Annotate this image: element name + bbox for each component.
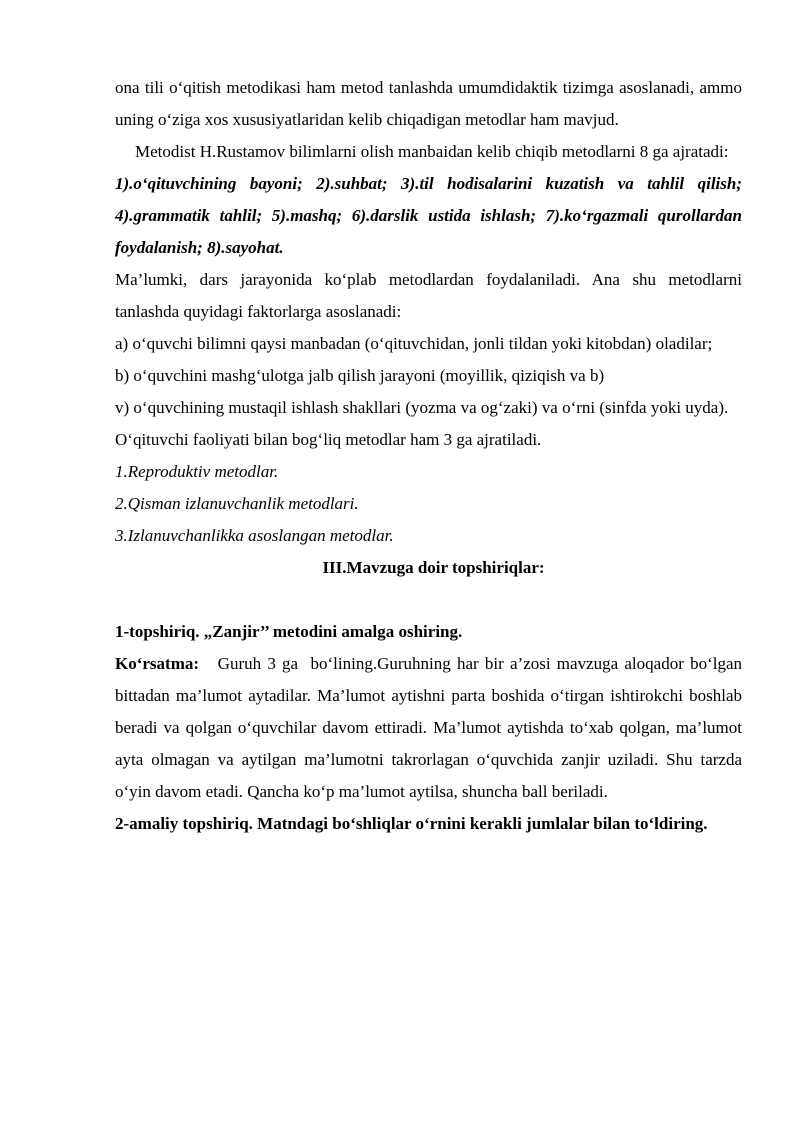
task1-hint-text: Guruh 3 ga bo‘lining.Guruhning har bir a’zosi mavzuga aloqador bo‘lgan bittadan ma’lumot aytadilar. Ma’lumot aytishni parta boshida o‘tirgan ishtirokchi boshlab beradi va qolgan o‘quvchilar davom ettiradi. Ma’lumot aytishda to‘xab qolgan, ma’lumot ayta olmagan va aytilgan ma’lumotni takrorlagan o‘quvchida zanjir uziladi. Shu tarzda o‘yin davom etadi. Qancha ko‘p ma’lumot aytilsa, shuncha ball beriladi. <box>115 654 747 801</box>
section-heading: III.Mavzuga doir topshiriqlar: <box>322 558 545 577</box>
blank-line <box>115 584 742 616</box>
methods-list: 1).o‘qituvchining bayoni; 2).suhbat; 3).til hodisalarini kuzatish va tahlil qilish; 4).grammatik tahlil; 5).mashq; 6).darslik ustida ishlash; 7).ko‘rgazmali qurollardan foydalanish; 8).sayohat. <box>115 174 742 257</box>
task1-title: 1-topshiriq. „Zanjir’’ metodini amalga oshiring. <box>115 622 463 641</box>
task1-hint <box>115 648 747 808</box>
paragraph-teacher-methods: O‘qituvchi faoliyati bilan bog‘liq metodlar ham 3 ga ajratiladi. <box>115 430 542 449</box>
factor-a: a) o‘quvchi bilimni qaysi manbadan (o‘qituvchidan, jonli tildan yoki kitobdan) oladilar; <box>115 334 713 353</box>
factor-b: b) o‘quvchini mashg‘ulotga jalb qilish jarayoni (moyillik, qiziqish va b) <box>115 366 605 385</box>
document-page <box>115 72 747 840</box>
teacher-method-2: 2.Qisman izlanuvchanlik metodlari. <box>115 494 359 513</box>
factor-v: v) o‘quvchining mustaqil ishlash shakllari (yozma va og‘zaki) va o‘rni (sinfda yoki uyda). <box>115 398 729 417</box>
teacher-method-1: 1.Reproduktiv metodlar. <box>115 462 279 481</box>
paragraph-rustamov: Metodist H.Rustamov bilimlarni olish manbaidan kelib chiqib metodlarni 8 ga ajratadi: <box>135 142 729 161</box>
teacher-method-3: 3.Izlanuvchanlikka asoslangan metodlar. <box>115 526 394 545</box>
paragraph-intro: ona tili o‘qitish metodikasi ham metod tanlashda umumdidaktik tizimga asoslanadi, ammo uning o‘ziga xos xususiyatlaridan kelib chiqadigan metodlar ham mavjud. <box>115 78 742 129</box>
task1-hint-label: Ko‘rsatma: <box>115 654 200 673</box>
paragraph-factors: Ma’lumki, dars jarayonida ko‘plab metodlardan foydalaniladi. Ana shu metodlarni tanlashda quyidagi faktorlarga asoslanadi: <box>115 270 742 321</box>
task2-title: 2-amaliy topshiriq. Matndagi bo‘shliqlar o‘rnini kerakli jumlalar bilan to‘ldiring. <box>115 814 708 833</box>
